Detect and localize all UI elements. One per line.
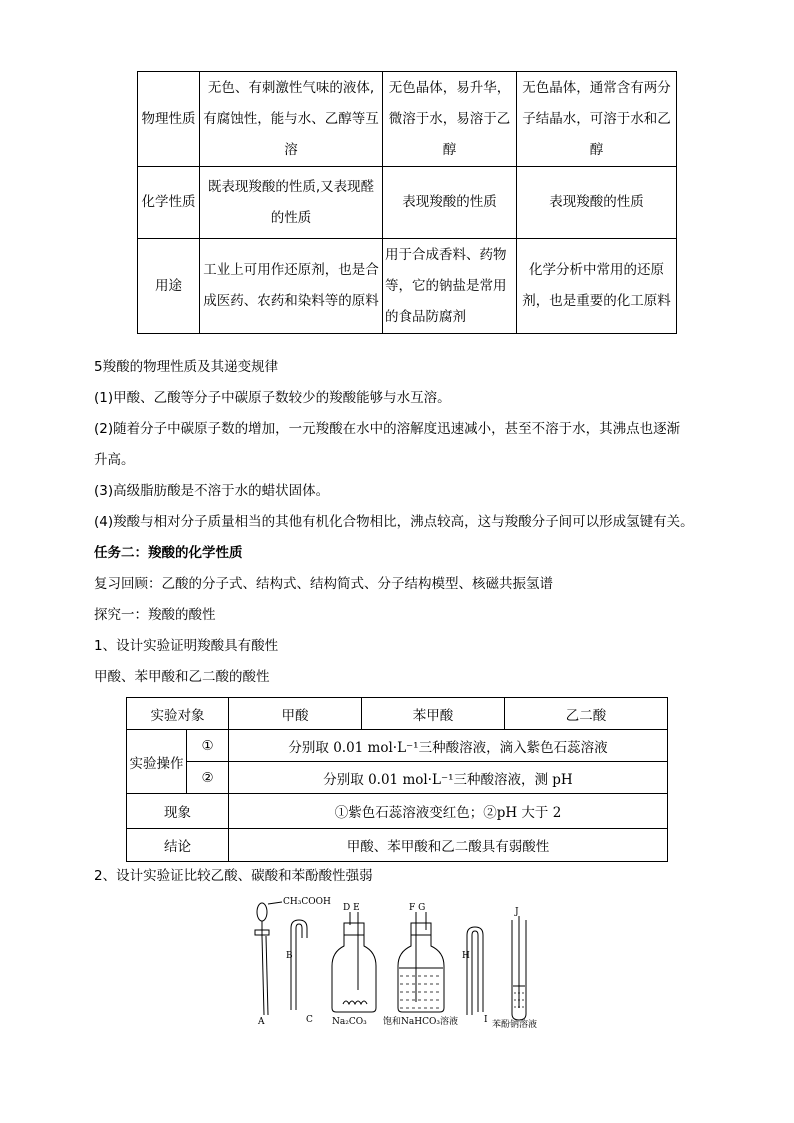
- task-heading: 任务二：羧酸的化学性质: [94, 545, 243, 561]
- table-header: 乙二酸: [505, 698, 668, 730]
- table-header: 实验对象: [127, 698, 229, 730]
- paragraph: 甲酸、苯甲酸和乙二酸的酸性: [94, 669, 270, 685]
- cell: 无色晶体，易升华， 微溶于水，易溶于乙 醇: [383, 72, 517, 167]
- reagent-label: CH₃COOH: [283, 897, 331, 907]
- label-b: B: [286, 951, 293, 961]
- bottle-de: [332, 935, 376, 1012]
- glass-tube: [291, 920, 307, 1010]
- row-header: 结论: [127, 829, 229, 862]
- row-header: 用途: [138, 239, 200, 334]
- cell: 分别取 0.01 mol·L⁻¹三种酸溶液，滴入紫色石蕊溶液: [229, 730, 668, 762]
- cell: 表现羧酸的性质: [383, 167, 517, 239]
- label-de: D E: [343, 903, 360, 913]
- cell: 工业上可用作还原剂，也是合 成医药、农药和染料等的原料: [200, 239, 383, 334]
- bottle-stopper: [344, 923, 364, 935]
- cell: 无色、有刺激性气味的液体, 有腐蚀性，能与水、乙醇等互 溶: [200, 72, 383, 167]
- step-number: ①: [187, 730, 229, 762]
- paragraph: (1)甲酸、乙酸等分子中碳原子数较少的羧酸能够与水互溶。: [94, 390, 451, 406]
- body-text: [94, 861, 714, 892]
- table-header: 苯甲酸: [362, 698, 505, 730]
- funnel-bulb: [257, 903, 267, 921]
- cell: 既表现羧酸的性质,又表现醛 的性质: [200, 167, 383, 239]
- paragraph: 复习回顾：乙酸的分子式、结构式、结构简式、分子结构模型、核磁共振氢谱: [94, 576, 553, 592]
- paragraph: 升高。: [94, 452, 135, 468]
- paragraph: (4)羧酸与相对分子质量相当的其他有机化合物相比，沸点较高，这与羧酸分子间可以形成氢键有关。: [94, 514, 694, 530]
- label-j: J: [515, 907, 519, 917]
- step-number: ②: [187, 762, 229, 794]
- cell: 分别取 0.01 mol·L⁻¹三种酸溶液，测 pH: [229, 762, 668, 794]
- phenolate-label: 苯酚钠溶液: [492, 1020, 538, 1030]
- label-c: C: [306, 1015, 313, 1025]
- bottle-fg: [398, 935, 444, 1012]
- na2co3-label: Na₂CO₃: [332, 1017, 367, 1027]
- row-header: 实验操作: [127, 730, 187, 794]
- apparatus-diagram: [0, 890, 794, 1040]
- nahco3-label: 饱和NaHCO₃溶液: [383, 1017, 458, 1027]
- acidity-table: [126, 697, 668, 862]
- properties-table: [137, 71, 677, 334]
- paragraph: 探究一：羧酸的酸性: [94, 607, 216, 623]
- paragraph: 2、设计实验证比较乙酸、碳酸和苯酚酸性强弱: [94, 868, 373, 884]
- label-h: H: [462, 951, 470, 961]
- cell: ①紫色石蕊溶液变红色；②pH 大于 2: [229, 794, 668, 829]
- cell: 用于合成香料、药物 等，它的钠盐是常用 的食品防腐剂: [383, 239, 517, 334]
- cell: 无色晶体，通常含有两分 子结晶水，可溶于水和乙 醇: [517, 72, 677, 167]
- label-i: I: [484, 1015, 488, 1025]
- cell: 表现羧酸的性质: [517, 167, 677, 239]
- paragraph: 1、设计实验证明羧酸具有酸性: [94, 638, 279, 654]
- paragraph: (3)高级脂肪酸是不溶于水的蜡状固体。: [94, 483, 330, 499]
- table-header: 甲酸: [229, 698, 362, 730]
- label-fg: F G: [409, 903, 426, 913]
- cell: 化学分析中常用的还原 剂，也是重要的化工原料: [517, 239, 677, 334]
- cell: 甲酸、苯甲酸和乙二酸具有弱酸性: [229, 829, 668, 862]
- row-header: 现象: [127, 794, 229, 829]
- glass-tube: [467, 927, 483, 1015]
- row-header: 物理性质: [138, 72, 200, 167]
- section-heading: 5羧酸的物理性质及其递变规律: [94, 359, 279, 375]
- row-header: 化学性质: [138, 167, 200, 239]
- bottle-stopper: [411, 923, 431, 935]
- body-text: [94, 352, 714, 693]
- label-a: A: [258, 1017, 265, 1027]
- paragraph: (2)随着分子中碳原子数的增加，一元羧酸在水中的溶解度迅速减小，甚至不溶于水，其沸点也逐渐: [94, 421, 681, 437]
